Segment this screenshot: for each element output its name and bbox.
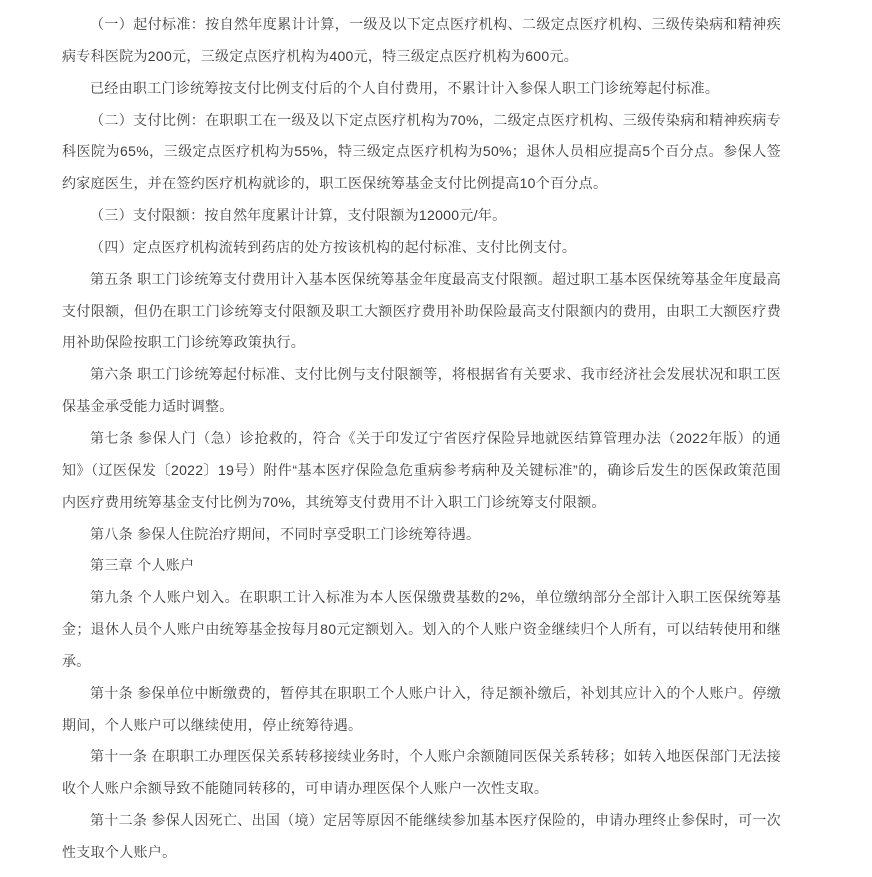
paragraph: 第六条 职工门诊统筹起付标准、支付比例与支付限额等，将根据省有关要求、我市经济社会发展状况和职工医保基金承受能力适时调整。 [62, 366, 781, 415]
paragraph: 第十条 参保单位中断缴费的，暂停其在职职工个人账户计入，待足额补缴后，补划其应计入的个人账户。停缴期间，个人账户可以继续使用，停止统筹待遇。 [62, 684, 781, 733]
paragraph: 第八条 参保人住院治疗期间，不同时享受职工门诊统筹待遇。 [90, 525, 481, 542]
paragraph: 第九条 个人账户划入。在职职工计入标准为本人医保缴费基数的2%，单位缴纳部分全部计入职工医保统筹基金；退休人员个人账户由统筹基金按每月80元定额划入。划入的个人账户资金继续归个人所有，可以结转使用和继承。 [62, 589, 781, 669]
paragraph: 已经由职工门诊统筹按支付比例支付后的个人自付费用，不累计计入参保人职工门诊统筹起付标准。 [90, 79, 720, 96]
paragraph: 第七条 参保人门（急）诊抢救的，符合《关于印发辽宁省医疗保险异地就医结算管理办法（2022年版）的通知》（辽医保发〔2022〕19号）附件“基本医疗保险急危重病参考病种及关键标准”的，确诊后发生的医保政策范围内医疗费用统筹基金支付比例为70%，其统筹支付费用不计入职工门诊统筹支付限额。 [62, 429, 781, 510]
document-body [62, 0, 781, 869]
paragraph: （二）支付比例：在职职工在一级及以下定点医疗机构为70%，二级定点医疗机构、三级传染病和精神疾病专科医院为65%，三级定点医疗机构为55%，特三级定点医疗机构为50%；退休人员相应提高5个百分点。参保人签约家庭医生，并在签约医疗机构就诊的，职工医保统筹基金支付比例提高10个百分点。 [62, 111, 781, 192]
paragraph: 第五条 职工门诊统筹支付费用计入基本医保统筹基金年度最高支付限额。超过职工基本医保统筹基金年度最高支付限额，但仍在职工门诊统筹支付限额及职工大额医疗费用补助保险最高支付限额内的费用，由职工大额医疗费用补助保险按职工门诊统筹政策执行。 [62, 270, 781, 351]
paragraph: 第十二条 参保人因死亡、出国（境）定居等原因不能继续参加基本医疗保险的，申请办理终止参保时，可一次性支取个人账户。 [62, 812, 781, 860]
paragraph: （四）定点医疗机构流转到药店的处方按该机构的起付标准、支付比例支付。 [90, 238, 577, 255]
paragraph: （一）起付标准：按自然年度累计计算，一级及以下定点医疗机构、二级定点医疗机构、三级传染病和精神疾病专科医院为200元，三级定点医疗机构为400元，特三级定点医疗机构为600元。 [62, 16, 781, 64]
paragraph: （三）支付限额：按自然年度累计计算，支付限额为12000元/年。 [90, 207, 507, 224]
paragraph: 第三章 个人账户 [90, 557, 195, 574]
paragraph: 第十一条 在职职工办理医保关系转移接续业务时，个人账户余额随同医保关系转移；如转入地医保部门无法接收个人账户余额导致不能随同转移的，可申请办理医保个人账户一次性支取。 [62, 748, 781, 797]
